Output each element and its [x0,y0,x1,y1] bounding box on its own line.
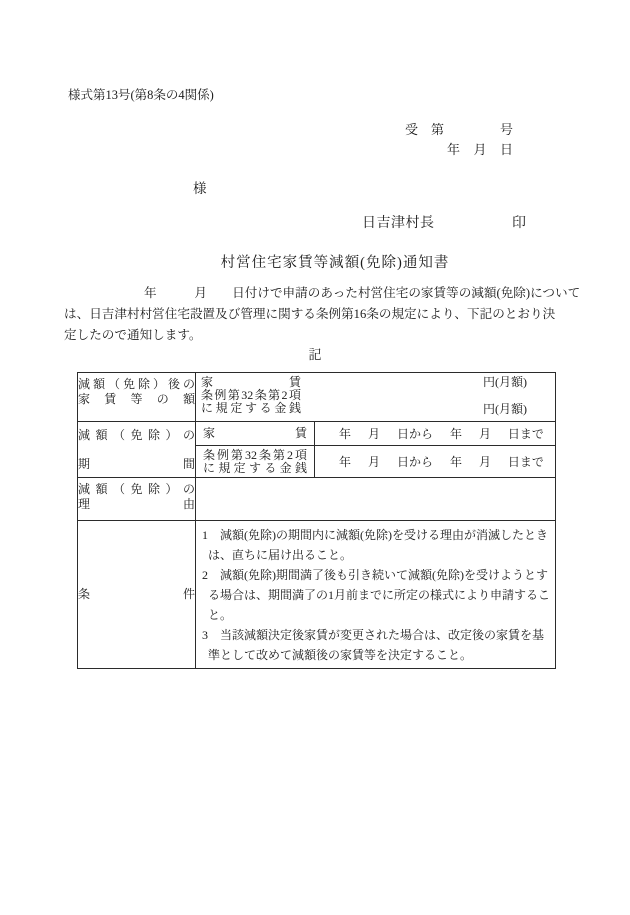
conditions-content-cell [196,521,556,669]
addressee-honorific: 様 [193,181,207,196]
period-day-to: 日まで [507,427,544,441]
amount-item-ordinance-line: に規定する金銭 [201,401,301,415]
period-year-to: 年 [449,455,462,469]
period-row-label [78,422,196,478]
reason-value [196,487,555,511]
amount-item-labels [196,376,301,416]
amount-row-label-line: 家賃等の額 [78,391,195,406]
reason-row-label-line: 理由 [78,496,195,511]
period-year-from: 年 [339,455,352,469]
conditions-row-label-text: 条件 [78,587,195,602]
period-day-from: 日から [396,455,433,469]
month-label: 月 [473,142,487,157]
period-rent-dates [315,425,555,442]
period-year-from: 年 [339,427,352,441]
receipt-label: 受 [405,122,419,137]
amount-item-rent: 家賃 [201,375,301,389]
period-item-money-cell [196,446,315,478]
period-month-to: 月 [478,455,491,469]
form-number: 様式第13号(第8条の4関係) [68,88,214,102]
body-line: 定したので通知します。 [64,328,202,342]
issuer-title: 日吉津村長 [362,216,435,231]
notice-table [77,372,556,669]
amount-unit-column [483,376,555,416]
receipt-number-suffix: 号 [499,122,513,137]
body-line: は、日吉津村村営住宅設置及び管理に関する条例第16条の規定により、下記のとおり決 [64,307,556,321]
amount-after-reduction-row [78,373,556,422]
conditions-list [196,521,555,668]
period-row-label-line: 期間 [78,457,195,471]
period-rent-row [78,422,556,446]
day-label: 日 [499,142,513,157]
period-money-dates-cell [315,446,556,478]
period-day-from: 日から [396,427,433,441]
amount-unit-money: 円(月額) [483,402,527,416]
period-month-from: 月 [367,455,380,469]
reason-value-cell [196,478,556,521]
period-month-to: 月 [478,427,491,441]
body-paragraph [64,283,584,346]
receipt-number-prefix: 第 [431,122,445,137]
body-line: 年 月 日付けで申請のあった村営住宅の家賃等の減額(免除)について [144,286,581,300]
conditions-row-label [78,521,196,669]
amount-row-label [78,373,196,422]
period-row-label-line: 減額（免除）の [78,427,195,442]
period-rent-dates-cell [315,422,556,446]
year-label: 年 [447,142,461,157]
amount-unit-rent: 円(月額) [483,375,527,389]
receipt-number-line [405,119,513,138]
period-item-money-line: 条例第32条第2項 [203,447,307,462]
reason-row [78,478,556,521]
condition-item: 1 減額(免除)の期間内に減額(免除)を受ける理由が消滅したときは、直ちに届け出ること。 [202,528,548,562]
seal-mark: 印 [512,216,526,231]
period-item-rent: 家賃 [203,426,307,440]
period-day-to: 日まで [507,455,544,469]
document-title: 村営住宅家賃等減額(免除)通知書 [220,255,450,271]
period-money-dates [315,453,555,470]
condition-item: 3 当該減額決定後家賃が変更された場合は、改定後の家賃を基準として改めて減額後の家賃等を決定すること。 [202,628,545,662]
amount-item-ordinance-line: 条例第32条第2項 [201,388,301,402]
reason-row-label-line: 減額（免除）の [78,482,195,496]
period-month-from: 月 [367,427,380,441]
period-item-rent-cell [196,422,315,446]
issue-date-line [447,139,513,158]
conditions-row [78,521,556,669]
period-item-money-line: に規定する金銭 [203,460,307,475]
record-heading: 記 [308,347,322,362]
amount-row-content [196,373,556,422]
condition-item: 2 減額(免除)期間満了後も引き続いて減額(免除)を受けようとする場合は、期間満了の1月前までに所定の様式により申請すること。 [202,568,551,622]
amount-row-label-line: 減額（免除）後の [78,377,195,391]
reason-row-label [78,478,196,521]
period-year-to: 年 [449,427,462,441]
